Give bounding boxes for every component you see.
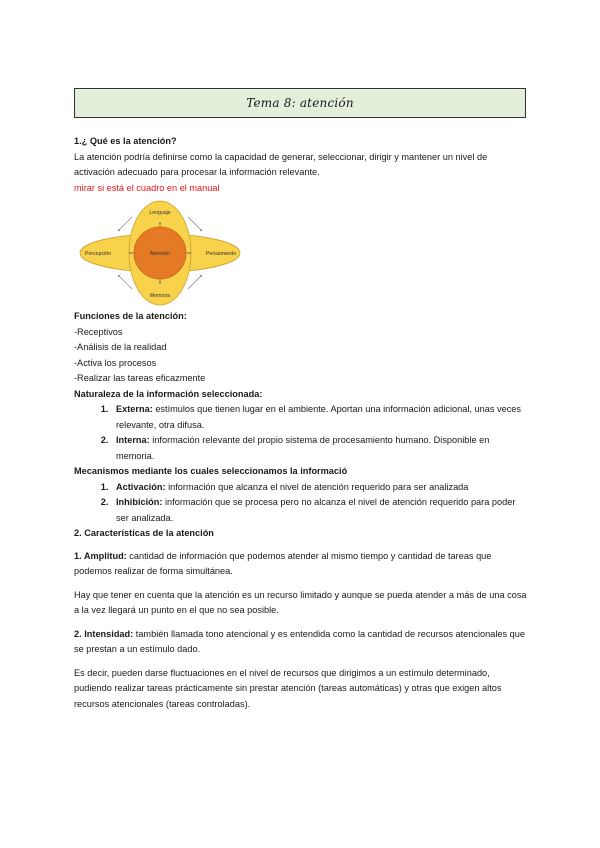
document-body xyxy=(74,134,530,712)
diagram-label-right: Pensamiento xyxy=(205,251,237,257)
naturaleza-heading: Naturaleza de la información seleccionada: xyxy=(74,388,263,399)
list-item xyxy=(111,433,530,464)
arrow-top-right xyxy=(188,217,202,231)
list-item xyxy=(111,480,530,496)
funcion-item: -Receptivos xyxy=(74,326,123,337)
intensidad-paragraph xyxy=(74,627,530,658)
mecanismos-heading: Mecanismos mediante los cuales seleccionamos la informació xyxy=(74,466,348,476)
diagram-label-left: Percepción xyxy=(85,251,111,257)
item-term: Inhibición: xyxy=(116,497,163,507)
diagram-label-center: Atención xyxy=(149,251,171,257)
item-term: Interna: xyxy=(116,435,150,445)
title-banner xyxy=(74,88,526,118)
mecanismos-list xyxy=(74,480,530,527)
item-text: estímulos que tienen lugar en el ambiente. Aportan una información adicional, unas veces relevante, otra difusa. xyxy=(116,404,522,430)
arrow-bottom-right xyxy=(188,275,202,289)
amplitud-paragraph xyxy=(74,549,530,580)
attention-diagram xyxy=(78,199,243,307)
funcion-item: -Análisis de la realidad xyxy=(74,342,167,352)
funcion-item: -Realizar las tareas eficazmente xyxy=(74,373,206,383)
list-item xyxy=(111,495,530,526)
section2-heading: 2. Características de la atención xyxy=(74,528,214,538)
manual-note: mirar si está el cuadro en el manual xyxy=(74,182,220,193)
diagram-label-bottom: Memoria xyxy=(149,293,171,299)
amplitud-term: 1. Amplitud: xyxy=(74,550,127,561)
list-item xyxy=(111,402,530,433)
item-text: información que alcanza el nivel de atención requerido para ser analizada xyxy=(165,481,469,492)
item-text: información relevante del propio sistema de procesamiento humano. Disponible en memoria. xyxy=(116,435,490,461)
naturaleza-list xyxy=(74,402,530,464)
intensidad-note-paragraph: Es decir, pueden darse fluctuaciones en el nivel de recursos que dirigimos a un estímulo determinado, pudiendo realizar tareas prácticamente sin prestar atención (tareas automáticas) y otras que exigen altos recursos atencionales (tareas controladas). xyxy=(74,667,502,709)
amplitud-text: cantidad de información que podemos atender al mismo tiempo y cantidad de tareas que podemos realizar de forma simultánea. xyxy=(74,550,492,576)
funcion-item: -Activa los procesos xyxy=(74,357,157,368)
amplitud-note-paragraph: Hay que tener en cuenta que la atención es un recurso limitado y aunque se pueda atender a más de una cosa a la vez llegará un punto en el que no sea posible. xyxy=(74,589,527,615)
funciones-heading: Funciones de la atención: xyxy=(74,311,187,321)
arrow-top-left xyxy=(118,217,132,231)
item-term: Externa: xyxy=(116,404,153,414)
section1-heading: 1.¿ Qué es la atención? xyxy=(74,136,177,146)
item-term: Activación: xyxy=(116,481,166,492)
diagram-label-top: Lenguaje xyxy=(149,210,171,216)
intensidad-text: también llamada tono atencional y es entendida como la cantidad de recursos atencionales que se prestan a un estímulo dado. xyxy=(74,628,525,654)
definition-paragraph: La atención podría definirse como la capacidad de generar, seleccionar, dirigir y mantener un nivel de activación adecuado para procesar la información relevante. xyxy=(74,151,488,177)
intensidad-term: 2. Intensidad: xyxy=(74,628,134,639)
arrow-bottom-left xyxy=(118,275,132,289)
page-title: Tema 8: atención xyxy=(246,96,354,110)
item-text: información que se procesa pero no alcanza el nivel de atención requerido para poder ser analizada. xyxy=(116,497,516,523)
